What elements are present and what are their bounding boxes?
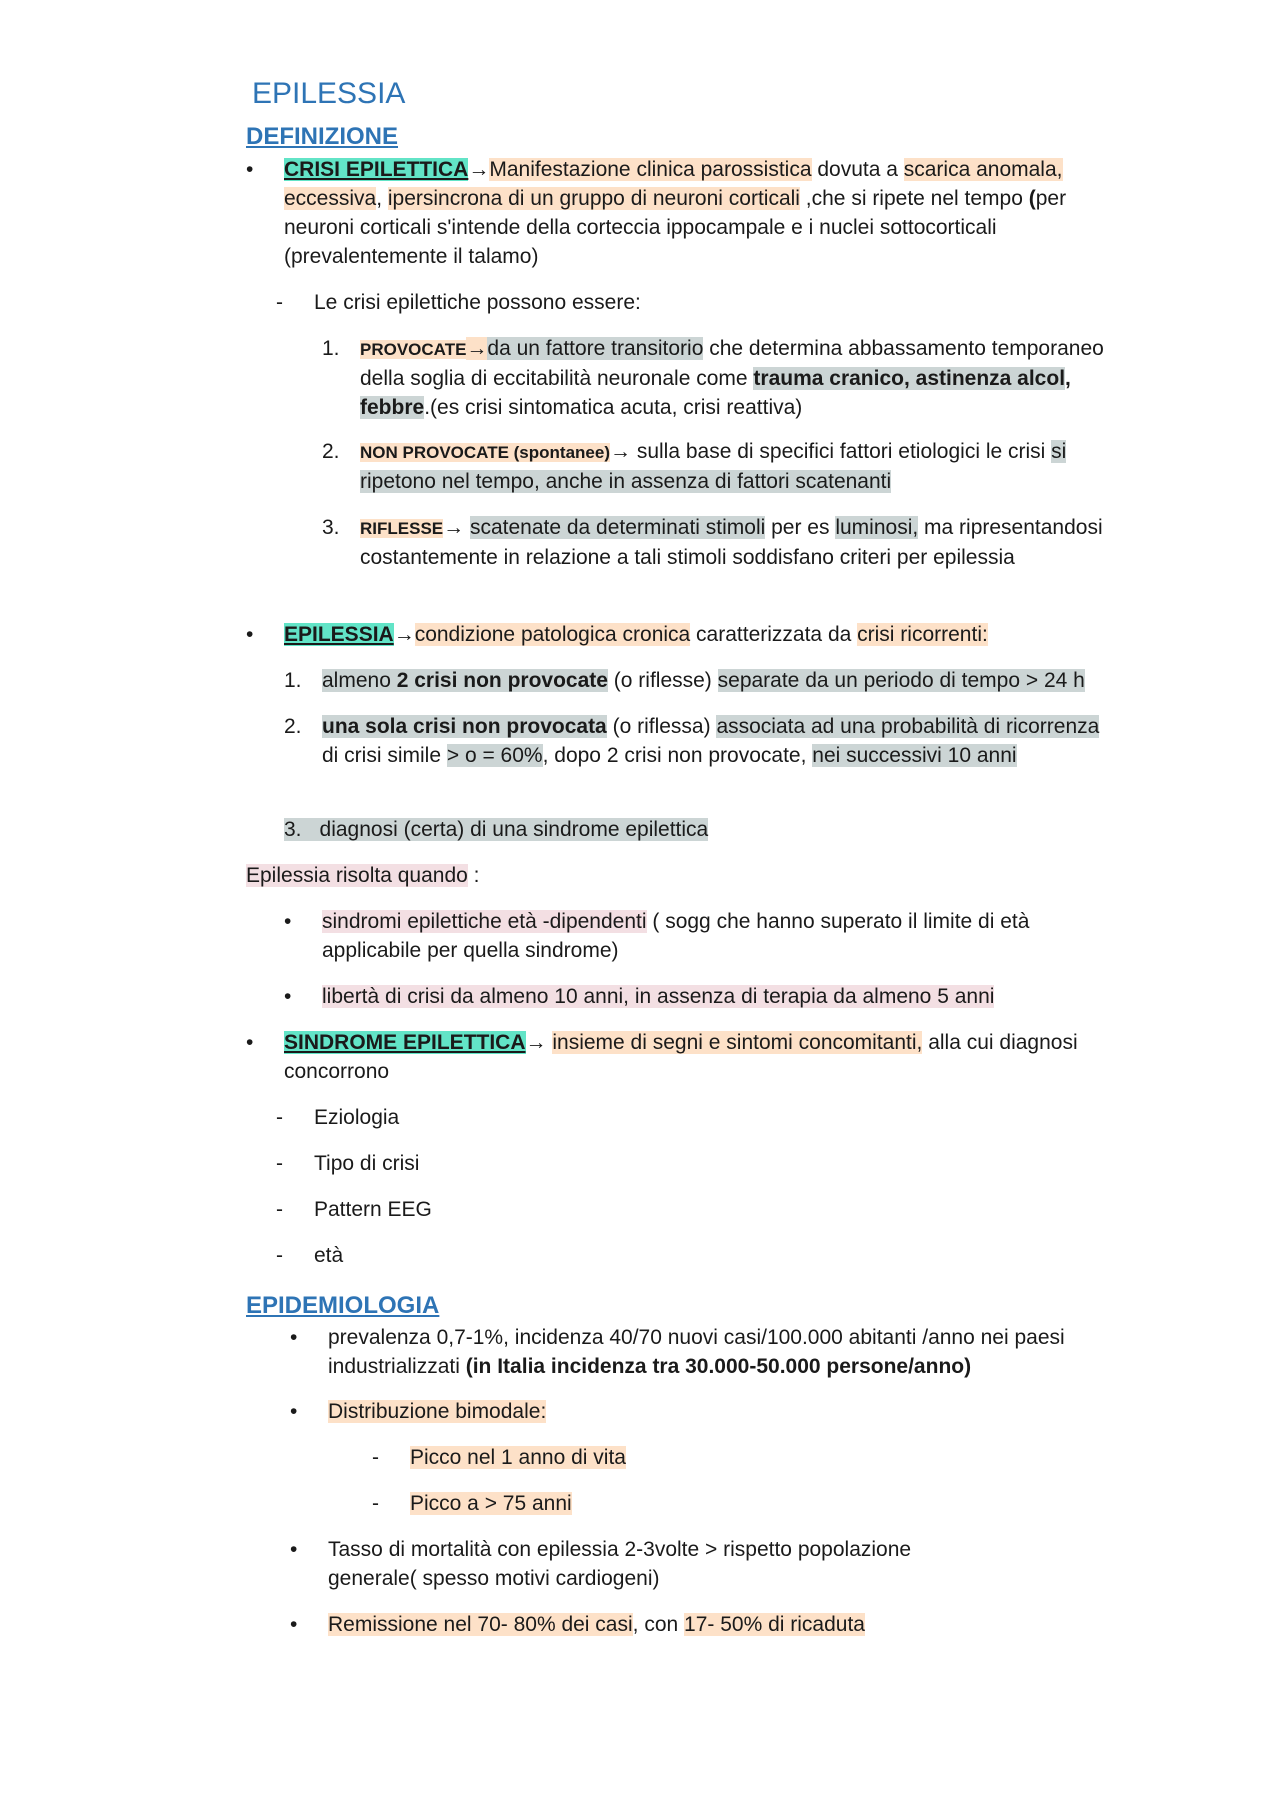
- list-item: Tipo di crisi: [314, 1152, 420, 1175]
- epidemiologia-remissione: Remissione nel 70- 80% dei casi, con 17- 50% di ricaduta: [328, 1613, 865, 1636]
- risolta-item-1: sindromi epilettiche età -dipendenti ( sogg che hanno superato il limite di età applicabile per quella sindrome): [322, 910, 1030, 962]
- epidemiologia-distribuzione: Distribuzione bimodale:: [328, 1400, 547, 1423]
- bullet-marker: •: [284, 985, 292, 1008]
- section-heading-epidemiologia: EPIDEMIOLOGIA: [246, 1292, 440, 1319]
- bullet-marker: •: [246, 158, 254, 181]
- term-epilessia: EPILESSIA: [284, 623, 394, 646]
- list-number: 3.: [322, 516, 340, 539]
- arrow-icon: →: [443, 516, 465, 539]
- epilessia-criterion-2: una sola crisi non provocata (o riflessa) associata ad una probabilità di ricorrenza di crisi simile > o = 60%, dopo 2 crisi non provocate, nei successivi 10 anni: [322, 715, 1100, 767]
- document-title: EPILESSIA: [252, 77, 406, 110]
- bullet-marker: •: [290, 1400, 298, 1423]
- list-item: Pattern EEG: [314, 1198, 432, 1221]
- bullet-marker: •: [246, 1031, 254, 1054]
- arrow-icon: →: [468, 158, 490, 181]
- paragraph-sindrome-epilettica: SINDROME EPILETTICA→ insieme di segni e sintomi concomitanti, alla cui diagnosi concorrono: [284, 1031, 1078, 1083]
- paragraph-crisi-epilettica: CRISI EPILETTICA→Manifestazione clinica parossistica dovuta a scarica anomala, eccessiva, ipersincrona di un gruppo di neuroni corticali ,che si ripete nel tempo (per neuroni corticali s'intende della corteccia ippocampale e i nuclei sottocorticali (prevalentemente il talamo): [284, 158, 1067, 268]
- list-item: età: [314, 1244, 344, 1267]
- list-number: 1.: [322, 337, 340, 360]
- list-number: 2.: [284, 715, 302, 738]
- epilessia-risolta-label: Epilessia risolta quando :: [246, 864, 480, 887]
- bullet-marker: •: [284, 910, 292, 933]
- dash-marker: -: [276, 1198, 283, 1221]
- list-number: 1.: [284, 669, 302, 692]
- dash-marker: -: [372, 1446, 379, 1469]
- term-sindrome-epilettica: SINDROME EPILETTICA: [284, 1031, 526, 1054]
- arrow-icon: →: [466, 337, 488, 360]
- paragraph-epilessia: EPILESSIA→condizione patologica cronica caratterizzata da crisi ricorrenti:: [284, 623, 988, 646]
- bullet-marker: •: [246, 623, 254, 646]
- arrow-icon: →: [525, 1031, 547, 1054]
- risolta-item-2: libertà di crisi da almeno 10 anni, in assenza di terapia da almeno 5 anni: [322, 985, 995, 1008]
- crisi-type-riflesse: RIFLESSE→ scatenate da determinati stimoli per es luminosi, ma ripresentandosi costantemente in relazione a tali stimoli soddisfano criteri per epilessia: [360, 516, 1103, 569]
- dash-marker: -: [276, 1152, 283, 1175]
- dash-marker: -: [276, 1106, 283, 1129]
- dash-marker: -: [276, 291, 283, 314]
- arrow-icon: →: [609, 440, 631, 463]
- section-heading-definizione: DEFINIZIONE: [246, 123, 399, 150]
- bullet-marker: •: [290, 1538, 298, 1561]
- list-item: Picco a > 75 anni: [410, 1492, 572, 1515]
- arrow-icon: →: [393, 623, 415, 646]
- epidemiologia-mortalita: Tasso di mortalità con epilessia 2-3volte > rispetto popolazione generale( spesso motivi cardiogeni): [328, 1538, 912, 1590]
- list-item: Eziologia: [314, 1106, 400, 1129]
- list-number: 2.: [322, 440, 340, 463]
- crisi-type-provocate: PROVOCATE→da un fattore transitorio che determina abbassamento temporaneo della soglia di eccitabilità neuronale come trauma cranico, astinenza alcol, febbre.(es crisi sintomatica acuta, crisi reattiva): [360, 337, 1104, 419]
- crisi-type-non-provocate: NON PROVOCATE (spontanee)→ sulla base di specifici fattori etiologici le crisi si ripetono nel tempo, anche in assenza di fattori scatenanti: [360, 440, 1067, 493]
- crisi-types-intro: Le crisi epilettiche possono essere:: [314, 291, 641, 314]
- epilessia-criterion-3: 3. diagnosi (certa) di una sindrome epilettica: [284, 818, 709, 841]
- epidemiologia-prevalenza: prevalenza 0,7-1%, incidenza 40/70 nuovi casi/100.000 abitanti /anno nei paesi industrializzati (in Italia incidenza tra 30.000-50.000 persone/anno): [328, 1326, 1065, 1378]
- term-crisi-epilettica: CRISI EPILETTICA: [284, 158, 469, 181]
- dash-marker: -: [372, 1492, 379, 1515]
- dash-marker: -: [276, 1244, 283, 1267]
- epilessia-criterion-1: almeno 2 crisi non provocate (o riflesse) separate da un periodo di tempo > 24 h: [322, 669, 1085, 692]
- bullet-marker: •: [290, 1326, 298, 1349]
- list-item: Picco nel 1 anno di vita: [410, 1446, 626, 1469]
- bullet-marker: •: [290, 1613, 298, 1636]
